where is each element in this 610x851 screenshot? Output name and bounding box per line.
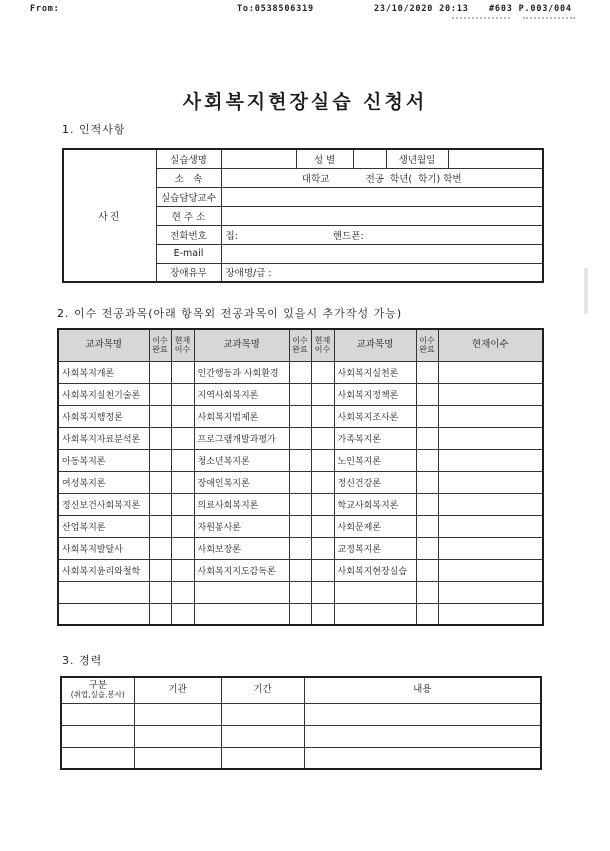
phone-field <box>221 225 543 244</box>
course-entry-cell <box>416 493 438 515</box>
career-category-header: 구분 (취업,실습,봉사) <box>61 677 134 703</box>
completed-header: 이수 완료 <box>416 329 438 361</box>
course-name-cell: 사회복지조사론 <box>334 405 416 427</box>
course-name-cell: 교정복지론 <box>334 537 416 559</box>
photo-cell: 사진 <box>63 149 156 282</box>
career-entry-cell <box>304 725 541 747</box>
course-name-cell: 노인복지론 <box>334 449 416 471</box>
course-entry-cell <box>149 449 171 471</box>
phone-label: 전화번호 <box>156 225 221 244</box>
trainee-name-field <box>221 149 296 168</box>
course-entry-cell <box>171 603 194 625</box>
course-entry-cell <box>438 603 543 625</box>
course-entry-cell <box>416 471 438 493</box>
course-name-header: 교과목명 <box>334 329 416 361</box>
fax-artifact <box>523 17 575 19</box>
course-name-cell: 사회복지법제론 <box>194 405 289 427</box>
personal-info-table <box>62 148 544 283</box>
course-name-cell: 사회복지실천론 <box>334 361 416 383</box>
course-row <box>58 493 543 515</box>
completed-header: 이수 완료 <box>289 329 311 361</box>
current-header: 현재 이수 <box>171 329 194 361</box>
course-entry-cell <box>171 581 194 603</box>
course-entry-cell <box>416 383 438 405</box>
course-name-cell: 여성복지론 <box>58 471 149 493</box>
course-entry-cell <box>311 449 334 471</box>
course-name-cell: 프로그램개발과평가 <box>194 427 289 449</box>
page-title: 사회복지현장실습 신청서 <box>182 91 428 113</box>
course-name-cell: 인간행동과 사회환경 <box>194 361 289 383</box>
career-header-row <box>61 677 541 703</box>
career-entry-cell <box>61 747 134 769</box>
course-entry-cell <box>311 537 334 559</box>
disability-label: 장애유무 <box>156 263 221 282</box>
course-entry-cell <box>416 515 438 537</box>
course-entry-cell <box>289 471 311 493</box>
career-entry-cell <box>221 703 304 725</box>
fax-to-number: To:0538506319 <box>237 4 314 14</box>
course-entry-cell <box>149 383 171 405</box>
supervisor-field <box>221 187 543 206</box>
course-name-cell: 아동복지론 <box>58 449 149 471</box>
career-entry-cell <box>221 725 304 747</box>
current-wide-header: 현재이수 <box>438 329 543 361</box>
course-name-cell <box>194 581 289 603</box>
career-entry-cell <box>134 703 221 725</box>
course-name-cell: 의료사회복지론 <box>194 493 289 515</box>
courses-tbody <box>58 361 543 625</box>
career-category-subheader: (취업,실습,봉사) <box>70 690 125 700</box>
course-entry-cell <box>149 471 171 493</box>
course-entry-cell <box>416 361 438 383</box>
affiliation-field: 대학교 전공 학년( 학기) 학번 <box>221 168 543 187</box>
career-row <box>61 725 541 747</box>
course-name-cell: 사회복지발달사 <box>58 537 149 559</box>
course-row <box>58 449 543 471</box>
course-name-cell: 산업복지론 <box>58 515 149 537</box>
course-name-cell: 가족복지론 <box>334 427 416 449</box>
current-header: 현재 이수 <box>311 329 334 361</box>
course-name-cell <box>334 581 416 603</box>
trainee-name-label: 실습생명 <box>156 149 221 168</box>
course-name-cell: 정신건강론 <box>334 471 416 493</box>
course-name-cell: 자원봉사론 <box>194 515 289 537</box>
course-entry-cell <box>438 405 543 427</box>
phone-home-label: 집: <box>225 230 238 242</box>
career-tbody <box>61 703 541 769</box>
course-name-cell: 사회복지행정론 <box>58 405 149 427</box>
affiliation-label: 소 속 <box>156 168 221 187</box>
career-row <box>61 747 541 769</box>
course-row <box>58 537 543 559</box>
course-entry-cell <box>311 383 334 405</box>
section1-heading: 1. 인적사항 <box>62 123 126 136</box>
course-entry-cell <box>289 537 311 559</box>
course-entry-cell <box>171 515 194 537</box>
course-name-cell <box>58 581 149 603</box>
course-name-cell: 사회복지자료분석론 <box>58 427 149 449</box>
course-entry-cell <box>289 581 311 603</box>
career-table <box>60 676 542 770</box>
course-name-cell: 지역사회복지론 <box>194 383 289 405</box>
course-entry-cell <box>149 405 171 427</box>
course-row <box>58 471 543 493</box>
course-entry-cell <box>149 603 171 625</box>
course-entry-cell <box>416 581 438 603</box>
course-entry-cell <box>311 581 334 603</box>
course-row <box>58 405 543 427</box>
career-period-header: 기간 <box>221 677 304 703</box>
course-entry-cell <box>438 449 543 471</box>
courses-header-row <box>58 329 543 361</box>
course-entry-cell <box>171 361 194 383</box>
course-entry-cell <box>438 361 543 383</box>
fax-artifact <box>452 17 510 19</box>
course-entry-cell <box>171 427 194 449</box>
course-entry-cell <box>171 537 194 559</box>
course-name-cell <box>194 603 289 625</box>
course-entry-cell <box>289 515 311 537</box>
email-label: E-mail <box>156 244 221 263</box>
course-row <box>58 515 543 537</box>
section3-heading: 3. 경력 <box>62 654 103 667</box>
course-row <box>58 559 543 581</box>
course-entry-cell <box>289 603 311 625</box>
course-entry-cell <box>311 559 334 581</box>
course-entry-cell <box>149 581 171 603</box>
course-entry-cell <box>438 493 543 515</box>
email-field <box>221 244 543 263</box>
course-entry-cell <box>311 427 334 449</box>
fax-artifact <box>584 268 588 314</box>
course-name-header: 교과목명 <box>194 329 289 361</box>
career-entry-cell <box>61 725 134 747</box>
course-row <box>58 427 543 449</box>
gender-field <box>353 149 386 168</box>
course-name-cell: 사회복지지도감독론 <box>194 559 289 581</box>
course-name-cell: 청소년복지론 <box>194 449 289 471</box>
address-label: 현 주 소 <box>156 206 221 225</box>
course-entry-cell <box>149 427 171 449</box>
course-entry-cell <box>171 405 194 427</box>
course-entry-cell <box>289 383 311 405</box>
gender-label: 성 별 <box>296 149 353 168</box>
career-organization-header: 기관 <box>134 677 221 703</box>
course-entry-cell <box>438 581 543 603</box>
career-entry-cell <box>221 747 304 769</box>
course-entry-cell <box>438 427 543 449</box>
course-entry-cell <box>149 537 171 559</box>
career-content-header: 내용 <box>304 677 541 703</box>
course-entry-cell <box>171 493 194 515</box>
course-entry-cell <box>438 471 543 493</box>
course-entry-cell <box>289 559 311 581</box>
career-entry-cell <box>304 703 541 725</box>
address-field <box>221 206 543 225</box>
birthdate-label: 생년월일 <box>386 149 448 168</box>
course-row <box>58 361 543 383</box>
course-entry-cell <box>289 405 311 427</box>
course-entry-cell <box>289 361 311 383</box>
course-entry-cell <box>438 383 543 405</box>
course-entry-cell <box>149 559 171 581</box>
course-row <box>58 383 543 405</box>
course-row <box>58 603 543 625</box>
course-name-cell: 사회문제론 <box>334 515 416 537</box>
course-name-cell: 사회복지정책론 <box>334 383 416 405</box>
disability-field: 장애명/급 : <box>221 263 543 282</box>
course-entry-cell <box>149 361 171 383</box>
course-entry-cell <box>289 449 311 471</box>
career-entry-cell <box>134 725 221 747</box>
course-entry-cell <box>171 383 194 405</box>
course-entry-cell <box>416 405 438 427</box>
course-name-cell: 사회보장론 <box>194 537 289 559</box>
phone-mobile-label: 핸드폰: <box>332 230 364 242</box>
career-entry-cell <box>304 747 541 769</box>
career-entry-cell <box>61 703 134 725</box>
course-entry-cell <box>416 603 438 625</box>
course-entry-cell <box>311 405 334 427</box>
course-name-header: 교과목명 <box>58 329 149 361</box>
fax-from-label: From: <box>30 4 60 14</box>
supervisor-label: 실습담당교수 <box>156 187 221 206</box>
course-entry-cell <box>149 493 171 515</box>
course-entry-cell <box>289 427 311 449</box>
course-entry-cell <box>416 559 438 581</box>
course-name-cell <box>334 603 416 625</box>
course-entry-cell <box>171 449 194 471</box>
course-entry-cell <box>416 449 438 471</box>
course-entry-cell <box>311 361 334 383</box>
course-name-cell: 사회복지윤리와철학 <box>58 559 149 581</box>
course-name-cell: 장애인복지론 <box>194 471 289 493</box>
career-entry-cell <box>134 747 221 769</box>
course-name-cell: 정신보건사회복지론 <box>58 493 149 515</box>
course-entry-cell <box>311 493 334 515</box>
completed-header: 이수 완료 <box>149 329 171 361</box>
course-entry-cell <box>311 603 334 625</box>
course-entry-cell <box>438 537 543 559</box>
fax-datetime: 23/10/2020 20:13 <box>374 4 469 14</box>
course-entry-cell <box>149 515 171 537</box>
course-entry-cell <box>438 559 543 581</box>
course-entry-cell <box>416 537 438 559</box>
course-entry-cell <box>416 427 438 449</box>
career-row <box>61 703 541 725</box>
section2-heading: 2. 이수 전공과목(아래 항목외 전공과목이 있을시 추가작성 가능) <box>57 307 403 320</box>
table-row <box>63 149 543 168</box>
course-entry-cell <box>171 559 194 581</box>
course-name-cell: 사회복지현장실습 <box>334 559 416 581</box>
course-name-cell: 사회복지실천기술론 <box>58 383 149 405</box>
courses-table <box>57 328 544 626</box>
course-row <box>58 581 543 603</box>
course-entry-cell <box>171 471 194 493</box>
fax-page-info: #603 P.003/004 <box>489 4 572 14</box>
course-entry-cell <box>289 493 311 515</box>
course-name-cell: 사회복지개론 <box>58 361 149 383</box>
course-entry-cell <box>311 471 334 493</box>
course-entry-cell <box>438 515 543 537</box>
birthdate-field <box>448 149 543 168</box>
course-name-cell <box>58 603 149 625</box>
course-entry-cell <box>311 515 334 537</box>
course-name-cell: 학교사회복지론 <box>334 493 416 515</box>
